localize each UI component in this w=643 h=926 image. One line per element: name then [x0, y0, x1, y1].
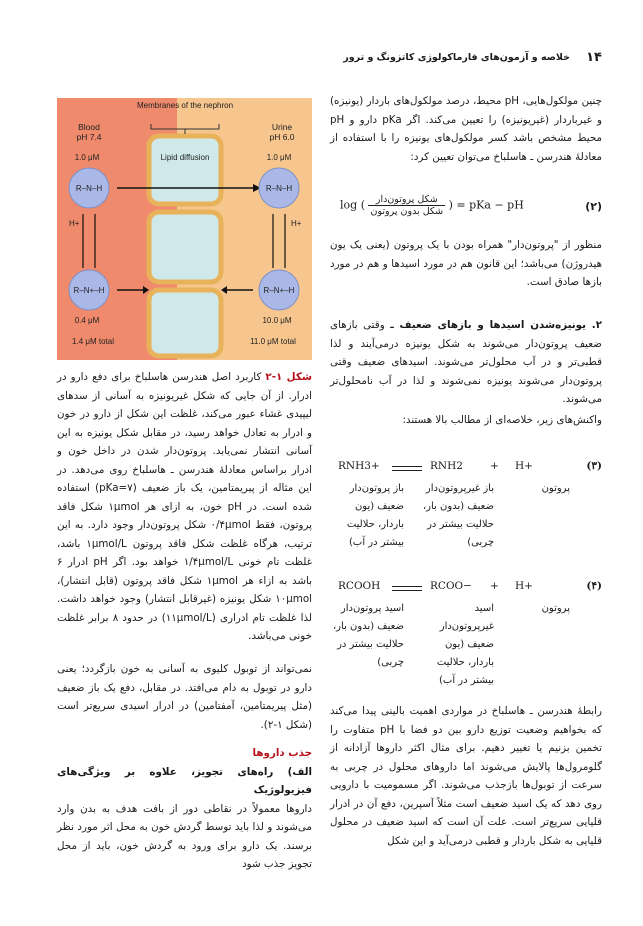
blood-total: 1.4 μM total	[72, 337, 114, 346]
paragraph-absorption: داروها معمولاً در نقاطی دور از بافت هدف به بدن وارد می‌شوند و لذا باید توسط گردش خون به محل اثر مورد نظر برسند. یک دارو برای ورود به گردش خون، باید از محل تجویز جذب شود	[57, 802, 312, 870]
reactant-description: باز پروتون‌دار ضعیف (یون باردار، حلالیت بیشتر در آب)	[346, 483, 404, 548]
reaction-proton: H+	[515, 580, 533, 592]
membrane-cell-bottom	[149, 290, 221, 356]
product-description: اسید غیرپروتون‌دار ضعیف (یون باردار، حلالیت بیشتر در آب)	[436, 603, 494, 686]
reaction-reactant: RNH3+	[338, 460, 380, 472]
caption-text: کاربرد اصل هندرسن هاسلباخ برای دفع دارو در ادرار. از آن جایی که شکل غیریونیزه به آسانی از سدهای لیپیدی غشاء عبور می‌کند، غلظت این شکل از دارو در خون و ادرار به تعادل خواهد رسید، در مقابل شکل یونیزه به این آسانی انتشار نمی‌یابد. پروتون‌دار شدن در داخل خون و ادرار براساس معادلهٔ هندرسن ـ هاسلباخ روی می‌دهد. در این مثاله از پیریمتامین، یک باز ضعیف (pKa=۷) استفاده شده است. در pH خون، به ازای هر ۱μmol شکل فاقد پروتون، فقط ۰/۴μmol شکل پروتون‌دار وجود دارد. به این ترتیب، هرگاه غلظت شکل فاقد پروتون ۱μmol/L باشد، غلظت تام خونی ۱/۴μmol/L خواهد بود. اگر pH ادرار ۶ باشد به ازاء هر ۱μmol شکل فاقد پروتون (قابل انتشار)، ۱۰μmol شکل یونیزه (غیرقابل انتشار) وجود خواهد داشت. لذا غلظت تام ادراری (۱۱μmol/L) در حدود ۸ برابر غلظت خونی می‌باشد.	[57, 371, 313, 642]
proton-description: پروتون	[541, 483, 570, 494]
paragraph-continuation: نمی‌تواند از توبول کلیوی به آسانی به خون بازگردد؛ یعنی دارو در توبول به دام می‌افتد. در مقابل، دفع یک باز ضعیف (مثل پیریمتامین، آمفتامین) در ادرار اسیدی سریع‌تر است (شکل ۱-۲).	[57, 663, 312, 731]
blood-label: Blood	[78, 122, 100, 132]
urine-h-plus: H+	[291, 219, 302, 228]
paragraph-intro: چنین مولکول‌هایی، pH محیط، درصد مولکول‌های باردار (یونیزه) و غیرباردار (غیریونیزه) را تعیین می‌کند. اگر pKa دارو و pH محیط مشخص باشد کسر مولکول‌های یونیزه را با استفاده از معادلهٔ هندرسن ـ هاسلباخ می‌توان تعیین کرد:	[330, 95, 603, 163]
henderson-equation: log ( $\frac{\text{شکل پروتون‌دار}}{\text{شکل بدون پروتون}}$ ) = pKa − pH	[340, 194, 524, 217]
equation-rhs: = pKa − pH	[456, 198, 524, 212]
ionization-lead: ۲. یونیزه‌شدن اسیدها و بازهای ضعیف ـ	[390, 319, 602, 331]
subsection-title: الف) راه‌های تجویز، علاوه بر ویژگی‌های فیزیولوژیک	[57, 765, 312, 796]
reaction-plus: +	[490, 460, 499, 472]
right-column-ionization	[330, 316, 602, 429]
paragraph-protonated: منظور از "پروتون‌دار" همراه بودن با یک پروتون (یعنی یک یون هیدروژن) می‌باشد؛ این قانون هم در مورد اسیدها و هم در مورد بازها صادق است.	[330, 239, 602, 288]
fraction-denominator: شکل بدون پروتون	[370, 206, 444, 217]
equation-fraction	[368, 194, 445, 217]
urine-molecule-formula: R–N–H	[265, 184, 293, 193]
equilibrium-arrow	[392, 585, 422, 593]
right-column-note	[330, 236, 602, 292]
blood-molecule-formula: R–N–H	[75, 184, 103, 193]
blood-top-conc: 1.0 μM	[74, 153, 100, 162]
blood-h-plus: H+	[69, 219, 80, 228]
page-number: ۱۴	[586, 50, 602, 65]
equation-number: (۲)	[585, 200, 602, 213]
ionization-text: وقتی بازهای ضعیف پروتون‌دار می‌شوند به شکل یونیزه درمی‌آیند و لذا قطبی‌تر و در آب محلول‌تر می‌شوند. اسیدهای ضعیف وقتی پروتون‌دار می‌شوند یونیزه نمی‌شوند و لذا در آب نامحلول‌تر می‌شوند.	[330, 319, 602, 405]
membrane-cell-top	[149, 136, 221, 204]
blood-bottom-conc: 0.4 μM	[74, 316, 100, 325]
right-column-clinical	[330, 702, 602, 850]
caption-label: شکل ۱-۲	[265, 371, 312, 383]
urine-top-conc: 1.0 μM	[266, 153, 292, 162]
running-title: خلاصه و آزمون‌های فارماکولوژی کاتزونگ و ترور	[343, 52, 570, 63]
reactant-description: اسید پروتون‌دار ضعیف (بدون بار، حلالیت بیشتر در چربی)	[332, 603, 404, 668]
reaction-proton: H+	[515, 460, 533, 472]
fraction-numerator: شکل پروتون‌دار	[368, 194, 445, 206]
paragraph-summary: واکنش‌های زیر، خلاصه‌ای از مطالب بالا هستند:	[402, 413, 602, 426]
reaction-4	[330, 576, 602, 686]
urine-protonated-formula: R–N+–H	[263, 286, 295, 295]
equation-2	[330, 194, 602, 224]
left-column-text	[57, 660, 312, 874]
reaction-product: RNH2	[430, 460, 463, 472]
blood-ph: pH 7.4	[76, 132, 102, 142]
log-label: log	[340, 198, 358, 212]
lipid-diffusion-label: Lipid diffusion	[160, 153, 210, 162]
reaction-reactant: RCOOH	[338, 580, 381, 592]
reaction-3	[330, 456, 602, 566]
product-description: باز غیرپروتون‌دار ضعیف (بدون بار، حلالیت بیشتر در چربی)	[422, 483, 494, 548]
urine-ph: pH 6.0	[269, 132, 295, 142]
urine-bottom-conc: 10.0 μM	[262, 316, 292, 325]
urine-label: Urine	[271, 122, 293, 132]
reaction-number: (۴)	[586, 580, 602, 592]
paragraph-clinical: رابطهٔ هندرسن ـ هاسلباخ در مواردی اهمیت بالینی پیدا می‌کند که بخواهیم وضعیت توزیع دارو بین دو فضا با pH متفاوت را تخمین بزنیم یا تغییر دهیم. برای مثال اکثر داروها آزادانه از گلومرول‌ها پالایش می‌شوند اما داروهای محلول در چربی به سرعت از توبول‌ها بازجذب می‌شوند. اگر مسمومیت با دارویی روی دهد که یک اسید ضعیف است مثلاً آسپرین، دفع آن در ادرار قلیایی سریع‌تر است. علت آن است که اسید ضعیف در محلول قلیایی به شکل باردار و قطبی درمی‌آید و این شکل	[330, 705, 603, 847]
equilibrium-arrow	[392, 465, 422, 473]
right-column-intro	[330, 92, 602, 166]
membrane-cell-middle	[149, 212, 221, 282]
blood-protonated-formula: R–N+–H	[73, 286, 105, 295]
proton-description: پروتون	[541, 603, 570, 614]
reaction-product: RCOO−	[430, 580, 472, 592]
reaction-number: (۳)	[586, 460, 602, 472]
reaction-plus: +	[490, 580, 499, 592]
page-header	[340, 50, 602, 72]
paragraph-ionization	[330, 316, 602, 409]
section-title: جذب داروها	[252, 747, 312, 759]
nephron-diagram	[57, 98, 312, 360]
figure-caption	[57, 368, 312, 646]
urine-total: 11.0 μM total	[250, 337, 296, 346]
membranes-label: Membranes of the nephron	[136, 101, 234, 110]
nephron-figure	[57, 98, 312, 360]
